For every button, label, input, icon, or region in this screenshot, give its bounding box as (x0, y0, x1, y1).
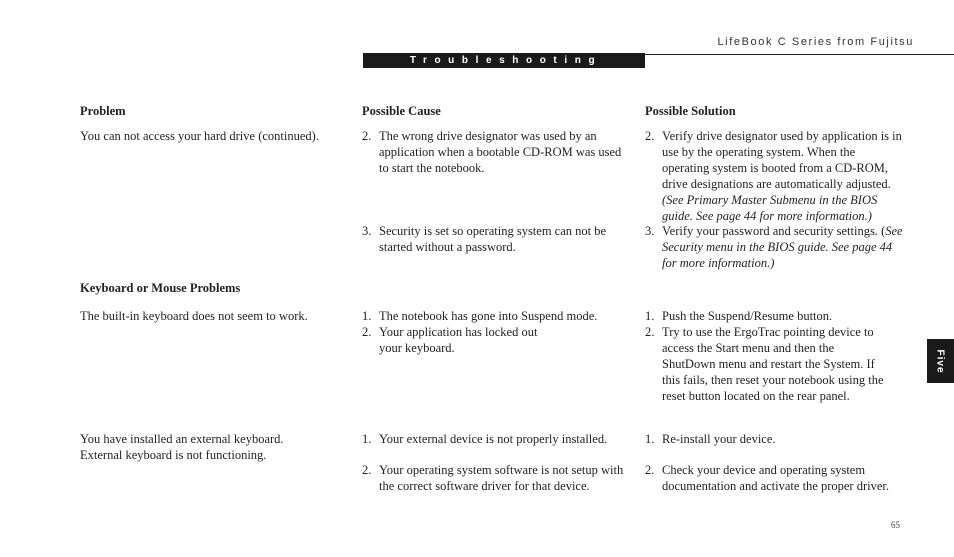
section-keyboard-mouse: Keyboard or Mouse Problems (80, 281, 241, 295)
solution-text: Push the Suspend/Resume button. (662, 309, 833, 323)
solution-ext-1 (645, 431, 907, 447)
column-heading-solution: Possible Solution (645, 104, 736, 118)
problem-builtin-keyboard: The built-in keyboard does not seem to work. (80, 309, 308, 323)
cause-text: The wrong drive designator was used by an application when a bootable CD-ROM was used to start the notebook. (379, 129, 622, 175)
cause-kb-2 (362, 324, 562, 356)
cause-kb-1 (362, 308, 632, 324)
header-rule (645, 54, 954, 55)
problem-external-keyboard (80, 431, 350, 463)
list-number: 2. (362, 325, 372, 339)
list-number: 3. (645, 224, 655, 238)
solution-hd-3 (645, 223, 905, 271)
cause-text: The notebook has gone into Suspend mode. (379, 309, 598, 323)
solution-reference-paren: ( (881, 224, 886, 238)
list-number: 1. (362, 432, 372, 446)
list-number: 2. (362, 463, 372, 477)
cause-text: Your operating system software is not setup with the correct software driver for that device. (379, 463, 624, 493)
cause-hd-2 (362, 128, 622, 176)
list-number: 1. (645, 432, 655, 446)
cause-ext-2 (362, 462, 637, 494)
list-number: 2. (645, 129, 655, 143)
cause-text: Security is set so operating system can not be started without a password. (379, 224, 607, 254)
chapter-tab-label: Five (934, 348, 946, 374)
list-number: 2. (645, 325, 655, 339)
problem-line: You have installed an external keyboard. (80, 432, 284, 446)
chapter-tab (927, 339, 954, 383)
solution-ext-2 (645, 462, 907, 494)
solution-kb-1 (645, 308, 905, 324)
list-number: 2. (362, 129, 372, 143)
section-title-bar: Troubleshooting (363, 53, 645, 68)
page-number: 65 (891, 520, 900, 530)
solution-reference: See Security menu in the BIOS guide. See page 44 for more information.) (662, 224, 903, 270)
cause-text: Your application has locked out your keyboard. (379, 325, 538, 355)
list-number: 1. (362, 309, 372, 323)
solution-hd-2 (645, 128, 905, 224)
column-heading-problem: Problem (80, 104, 126, 118)
problem-hard-drive: You can not access your hard drive (continued). (80, 129, 319, 143)
problem-line: External keyboard is not functioning. (80, 448, 267, 462)
list-number: 2. (645, 463, 655, 477)
list-number: 3. (362, 224, 372, 238)
solution-text: Verify drive designator used by application is in use by the operating system. When the operating system is booted from a CD-ROM, drive designations are automatically adjusted. (662, 129, 902, 191)
series-title: LifeBook C Series from Fujitsu (717, 36, 914, 48)
cause-text: Your external device is not properly installed. (379, 432, 608, 446)
solution-text: Check your device and operating system documentation and activate the proper driver. (662, 463, 889, 493)
solution-reference: (See Primary Master Submenu in the BIOS guide. See page 44 for more information.) (662, 193, 878, 223)
solution-kb-2 (645, 324, 885, 404)
cause-ext-1 (362, 431, 637, 447)
solution-text: Try to use the ErgoTrac pointing device to access the Start menu and then the ShutDown menu and restart the System. If this fails, then reset your notebook using the reset button located on the rear panel. (662, 325, 884, 403)
cause-hd-3 (362, 223, 622, 255)
solution-text: Re-install your device. (662, 432, 776, 446)
solution-text: Verify your password and security settings. (662, 224, 878, 238)
list-number: 1. (645, 309, 655, 323)
column-heading-cause: Possible Cause (362, 104, 441, 118)
